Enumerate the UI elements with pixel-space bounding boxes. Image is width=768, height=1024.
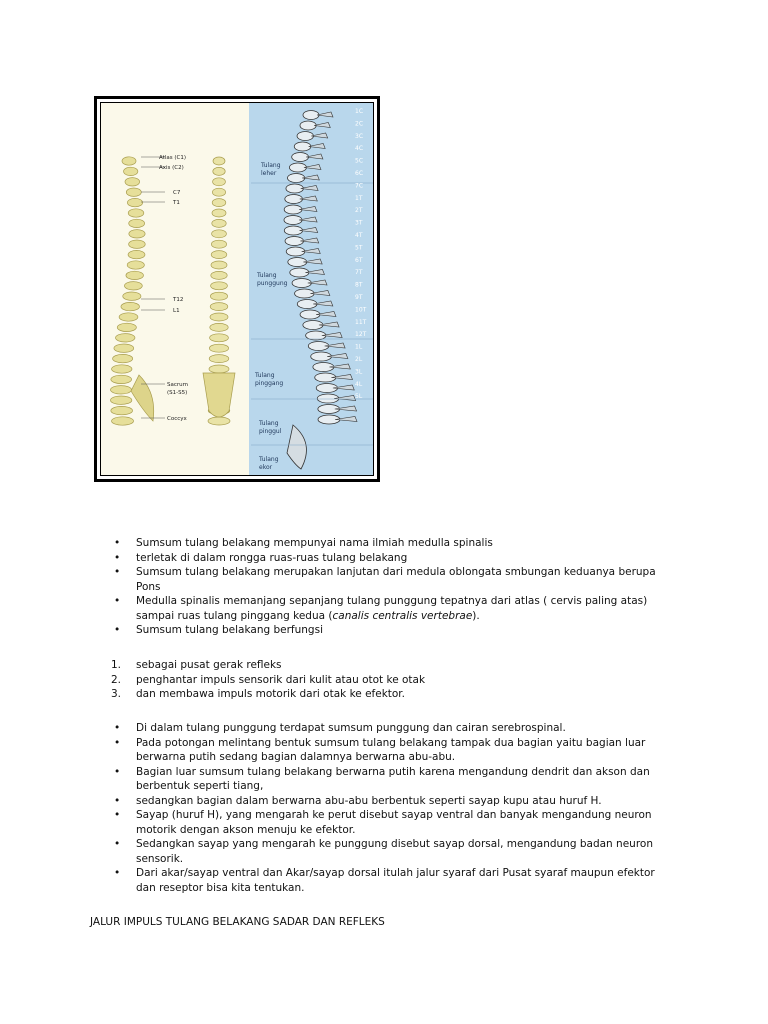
vertebra-label: 2L: [355, 356, 363, 363]
vertebra-back: [208, 417, 230, 425]
vertebra-back: [211, 251, 227, 259]
bullet: •: [114, 736, 121, 749]
list-item: • Dari akar/sayap ventral dan Akar/sayap dorsal itulah jalur syaraf dari Pusat syaraf maupun efektor dan reseptor bisa kita tentukan.: [114, 867, 655, 894]
list-item: • Sumsum tulang belakang merupakan lanjutan dari medula oblongata smbungan keduanya berupa Pons: [114, 566, 656, 593]
section-heading: JALUR IMPULS TULANG BELAKANG SADAR DAN REFLEKS: [90, 916, 385, 928]
vertebra-back: [213, 178, 226, 186]
list-item: • Medulla spinalis memanjang sepanjang tulang punggung tepatnya dari atlas ( cervis paling atas) sampai ruas tulang pinggang kedua (canalis centralis vertebrae).: [114, 595, 648, 622]
vertebra-back: [213, 157, 225, 165]
bullet: •: [114, 838, 121, 850]
vertebra-side: [127, 198, 142, 206]
vertebra-label: 8T: [355, 281, 363, 289]
vertebra-side: [129, 230, 145, 238]
numbered-item: 1. sebagai pusat gerak refleks: [111, 659, 282, 671]
list-item: • Pada potongan melintang bentuk sumsum tulang belakang tampak dua bagian yaitu bagian luar berwarna putih sedang bagian dalamnya berwarna abu-abu.: [114, 736, 646, 763]
vertebra-side: [122, 157, 136, 165]
vertebra-side: [124, 282, 142, 290]
vertebra-side: [129, 240, 146, 248]
vertebra-back: [212, 188, 225, 196]
vertebra-side: [110, 386, 131, 394]
region-hip: Tulang: [259, 420, 279, 427]
vertebra-label: 6C: [355, 170, 364, 177]
list-item: • Sayap (huruf H), yang mengarah ke perut disebut sayap ventral dan banyak mengandung neuron motorik dengan akson menuju ke efektor.: [114, 809, 652, 836]
vertebra-side: [128, 209, 144, 217]
vertebra-side: [125, 178, 140, 186]
vertebra-label: 1L: [355, 343, 363, 351]
vertebra-grey: [294, 142, 311, 151]
bullet: •: [114, 537, 121, 549]
vertebra-label: 5L: [355, 393, 363, 401]
vertebra-side: [127, 261, 144, 269]
vertebra-label: 4T: [355, 232, 363, 239]
list-intro: [111, 536, 671, 638]
label-t12: T12: [173, 297, 184, 303]
vertebra-label: 2C: [355, 120, 364, 128]
vertebra-side: [128, 250, 145, 258]
region-hip-2: pinggul: [259, 428, 282, 435]
vertebra-grey: [303, 111, 319, 120]
vertebra-label: 2T: [355, 207, 363, 215]
vertebra-back: [211, 271, 227, 279]
spine-illustration: [101, 103, 373, 475]
numbered-item: 3. dan membawa impuls motorik dari otak ke efektor.: [111, 688, 406, 700]
region-back-2: punggung: [257, 280, 288, 287]
vertebra-label: 10T: [355, 306, 367, 314]
vertebra-back: [212, 209, 226, 217]
vertebra-side: [112, 417, 134, 425]
spine-figure: [94, 96, 380, 482]
bullet: •: [114, 794, 121, 807]
vertebra-label: 7C: [355, 182, 364, 190]
vertebra-back: [213, 167, 225, 175]
vertebra-label: 6T: [355, 256, 363, 264]
region-tail: Tulang: [259, 456, 279, 463]
vertebra-back: [211, 261, 227, 269]
vertebra-back: [209, 365, 229, 373]
vertebra-label: 5T: [355, 244, 363, 252]
vertebra-label: 1T: [355, 194, 363, 202]
vertebra-side: [119, 313, 138, 321]
vertebra-side: [114, 344, 134, 352]
vertebra-back: [212, 219, 226, 227]
vertebra-side: [110, 396, 131, 404]
label-atlas: Atlas (C1): [159, 155, 186, 161]
vertebra-side: [117, 323, 136, 331]
list-details: [111, 721, 671, 895]
numbered-item: 2. penghantar impuls sensorik dari kulit atau otot ke otak: [111, 673, 426, 686]
bullet: •: [114, 809, 121, 821]
vertebra-back: [210, 292, 227, 300]
vertebra-side: [126, 271, 144, 279]
vertebra-back: [210, 303, 228, 311]
vertebra-label: 11T: [355, 318, 367, 326]
vertebra-back: [210, 334, 229, 342]
vertebra-back: [210, 323, 228, 331]
list-item: • sedangkan bagian dalam berwarna abu-abu berbentuk seperti sayap kupu atau huruf H.: [114, 794, 602, 807]
vertebra-side: [112, 365, 132, 373]
bullet: •: [114, 722, 121, 734]
region-neck-2: leher: [261, 170, 277, 177]
vertebra-side: [129, 219, 145, 227]
vertebra-back: [212, 199, 226, 207]
region-back: Tulang: [257, 272, 277, 279]
list-item: • Bagian luar sumsum tulang belakang berwarna putih karena mengandung dendrit dan akson dan berbentuk seperti tiang,: [114, 765, 650, 792]
region-waist-2: pinggang: [255, 380, 284, 387]
vertebra-back: [209, 355, 229, 363]
region-neck: Tulang: [261, 162, 281, 169]
latin-term: canalis centralis vertebrae: [332, 609, 473, 622]
vertebra-back: [212, 230, 227, 238]
vertebra-side: [121, 302, 139, 310]
region-waist: Tulang: [255, 372, 275, 379]
vertebra-label: 3L: [355, 368, 363, 376]
bullet: •: [114, 867, 121, 879]
vertebra-label: 1C: [355, 108, 364, 115]
vertebra-label: 3C: [355, 132, 364, 140]
label-c7: C7: [173, 190, 181, 196]
vertebra-side: [116, 334, 135, 342]
figure-frame: [100, 102, 374, 476]
label-sacrum: Sacrum: [167, 382, 188, 388]
label-coccyx: Coccyx: [167, 416, 187, 422]
vertebra-grey: [300, 121, 316, 130]
vertebra-grey: [292, 153, 309, 162]
label-l1: L1: [173, 308, 180, 314]
vertebra-back: [211, 240, 226, 248]
vertebra-label: 9T: [355, 294, 363, 301]
vertebra-side: [123, 292, 141, 300]
label-sacrum-range: (S1-S5): [167, 390, 188, 396]
bullet: •: [114, 624, 121, 636]
vertebra-label: 3T: [355, 219, 363, 227]
vertebra-grey: [297, 132, 313, 141]
bullet: •: [114, 551, 121, 564]
label-t1: T1: [173, 200, 180, 206]
vertebra-label: 12T: [355, 331, 367, 339]
list-item: • terletak di dalam rongga ruas-ruas tulang belakang: [114, 551, 408, 564]
list-item: • Sumsum tulang belakang mempunyai nama ilmiah medulla spinalis: [114, 537, 493, 549]
list-item: • Sedangkan sayap yang mengarah ke punggung disebut sayap dorsal, mengandung badan neuron sensorik.: [114, 838, 653, 865]
vertebra-side: [126, 188, 141, 196]
region-tail-2: ekor: [259, 464, 273, 471]
vertebra-label: 4C: [355, 145, 364, 153]
vertebra-label: 5C: [355, 157, 364, 165]
bullet: •: [114, 765, 121, 778]
list-functions: [111, 658, 671, 702]
vertebra-label: 7T: [355, 269, 363, 277]
bullet: •: [114, 595, 121, 607]
bullet: •: [114, 566, 121, 578]
vertebra-back: [209, 344, 228, 352]
list-item: • Di dalam tulang punggung terdapat sumsum punggung dan cairan serebrospinal.: [114, 722, 566, 734]
vertebra-side: [111, 406, 133, 414]
list-item: • Sumsum tulang belakang berfungsi: [114, 624, 323, 636]
vertebra-label: 4L: [355, 380, 363, 388]
label-axis: Axis (C2): [159, 165, 184, 171]
vertebra-side: [111, 375, 132, 383]
vertebra-side: [124, 167, 138, 175]
vertebra-side: [113, 354, 133, 362]
vertebra-back: [211, 282, 228, 290]
vertebra-back: [210, 313, 228, 321]
